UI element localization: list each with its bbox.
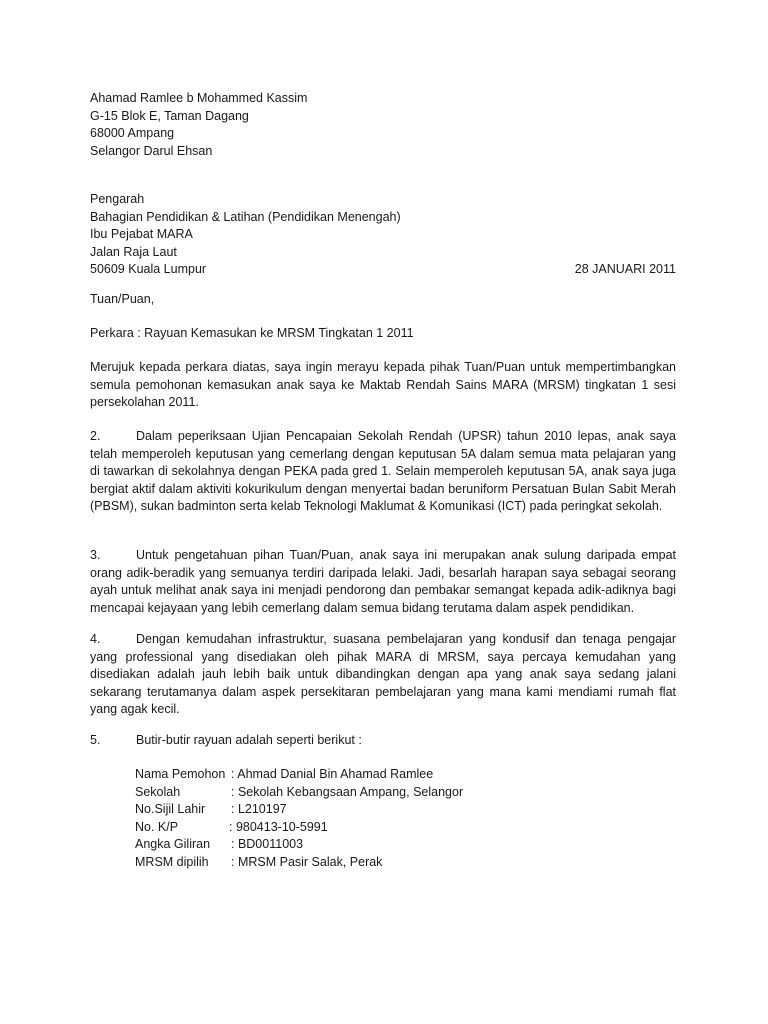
paragraph-1: [90, 359, 676, 412]
detail-label: Nama Pemohon: [135, 767, 226, 781]
detail-row-mrsm: [135, 854, 535, 872]
recipient-office: Ibu Pejabat MARA: [90, 227, 193, 241]
subject-text: Perkara : Rayuan Kemasukan ke MRSM Tingkatan 1 2011: [90, 326, 414, 340]
recipient-department: Bahagian Pendidikan & Latihan (Pendidikan Menengah): [90, 209, 401, 224]
recipient-title: Pengarah: [90, 192, 145, 206]
paragraph-3: [90, 547, 676, 617]
recipient-street: Jalan Raja Laut: [90, 244, 177, 259]
detail-row-index: [135, 836, 535, 854]
detail-label: No.Sijil Lahir: [135, 802, 206, 816]
sender-address-line-1: G-15 Blok E, Taman Dagang: [90, 108, 249, 123]
sender-address: [90, 90, 676, 160]
salutation-text: Tuan/Puan,: [90, 292, 155, 306]
detail-value: : BD0011003: [231, 837, 304, 851]
detail-value: : Ahmad Danial Bin Ahamad Ramlee: [231, 767, 434, 781]
recipient-city-row: [90, 261, 676, 279]
paragraph-2: [90, 428, 676, 516]
paragraph-3-text: Untuk pengetahuan pihan Tuan/Puan, anak saya ini merupakan anak sulung daripada empat orang adik-beradik yang semuanya terdiri daripada lelaki. Jadi, besarlah harapan saya sebagai seorang ayah untuk melihat anak saya ini menjadi pendorong dan pembakar semangat kepada adik-adiknya bagi mencapai kejayaan yang lebih cemerlang dalam semua bidang terutama dalam aspek pendidikan.: [90, 548, 676, 615]
detail-row-school: [135, 784, 535, 802]
salutation: [90, 291, 676, 309]
subject: [90, 325, 676, 343]
paragraph-2-number: 2.: [90, 429, 101, 443]
recipient-address: [90, 191, 676, 279]
applicant-details: [135, 766, 535, 871]
detail-label: Sekolah: [135, 784, 181, 799]
detail-value: : L210197: [231, 802, 287, 816]
paragraph-5-text: Butir-butir rayuan adalah seperti berikut :: [136, 733, 362, 747]
paragraph-4-number: 4.: [90, 632, 101, 646]
paragraph-4: [90, 631, 676, 719]
detail-label: No. K/P: [135, 819, 179, 834]
detail-value: : 980413-10-5991: [229, 819, 328, 834]
paragraph-1-text: Merujuk kepada perkara diatas, saya ingin merayu kepada pihak Tuan/Puan untuk mempertimbangkan semula pemohonan kemasukan anak saya ke Maktab Rendah Sains MARA (MRSM) tingkatan 1 sesi persekolahan 2011.: [90, 360, 676, 409]
paragraph-4-text: Dengan kemudahan infrastruktur, suasana pembelajaran yang kondusif dan tenaga pengajar yang professional yang disediakan oleh pihak MARA di MRSM, saya percaya kemudahan yang disediakan adalah jauh lebih baik untuk dibandingkan dengan apa yang anak saya sedang jalani sekarang terutamanya dalam aspek persekitaran pembelajaran yang mana kami mendiami rumah flat yang agak kecil.: [90, 632, 676, 716]
recipient-city: 50609 Kuala Lumpur: [90, 262, 207, 276]
paragraph-5: [90, 732, 676, 750]
sender-name: Ahamad Ramlee b Mohammed Kassim: [90, 91, 308, 105]
paragraph-3-number: 3.: [90, 548, 101, 562]
detail-label: MRSM dipilih: [135, 854, 209, 869]
detail-row-ic: [135, 819, 535, 837]
paragraph-5-number: 5.: [90, 733, 101, 747]
letter-date: 28 JANUARI 2011: [574, 262, 676, 276]
detail-row-name: [135, 766, 535, 784]
paragraph-2-text: Dalam peperiksaan Ujian Pencapaian Sekolah Rendah (UPSR) tahun 2010 lepas, anak saya telah memperoleh keputusan yang cemerlang dengan keputusan 5A dalam semua mata pelajaran yang di tawarkan di sekolahnya dengan PEKA pada gred 1. Selain memperoleh keputusan 5A, anak saya juga bergiat aktif dalam aktiviti kokurikulum dengan menyertai badan beruniform Persatuan Bulan Sabit Merah (PBSM), sukan badminton serta kelab Teknologi Maklumat & Komunikasi (ICT) pada peringkat sekolah.: [90, 429, 676, 513]
detail-row-birth-cert: [135, 801, 535, 819]
sender-address-line-2: 68000 Ampang: [90, 126, 175, 140]
detail-value: : Sekolah Kebangsaan Ampang, Selangor: [231, 784, 464, 799]
detail-label: Angka Giliran: [135, 837, 211, 851]
detail-value: : MRSM Pasir Salak, Perak: [231, 854, 383, 869]
sender-address-line-3: Selangor Darul Ehsan: [90, 143, 213, 158]
